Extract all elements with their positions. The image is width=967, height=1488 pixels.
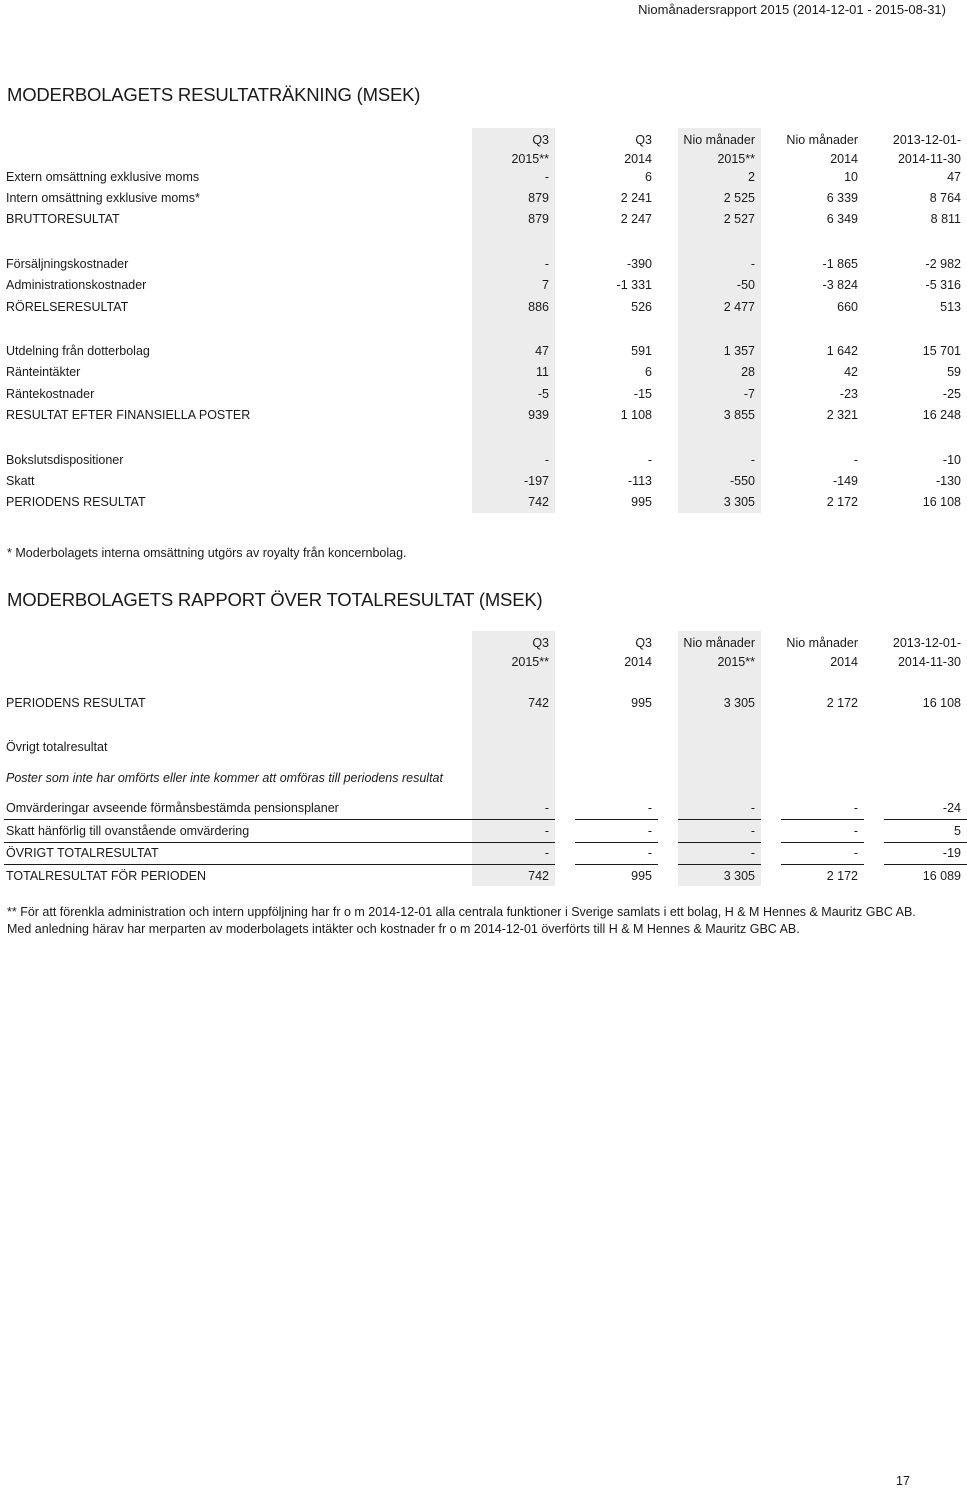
table-row [4,253,967,274]
cell-value: 2 241 [620,191,652,206]
cell-value: 5 [884,820,967,842]
comprehensive-income-title: MODERBOLAGETS RAPPORT ÖVER TOTALRESULTAT (MSEK) [7,589,543,610]
cell-value: 6 349 [826,212,858,227]
table-row [4,296,967,317]
cell-value: -1 865 [822,256,858,271]
column-header-row-2 [4,650,967,669]
cell-value: - [647,452,652,467]
column-header-row-1 [4,631,967,650]
cell-value: 6 [645,365,652,380]
cell-value: - [472,842,555,864]
cell-value: -1 331 [616,278,652,293]
row-label: Ränteintäkter [6,365,81,380]
cell-value: - [678,798,761,820]
cell-value: -19 [884,842,967,864]
table-row [4,758,967,798]
column-header: Nio månader [786,636,858,650]
table-row [4,736,967,757]
column-header: Nio månader [678,631,761,650]
cell-value: -24 [884,798,967,820]
cell-value: 47 [472,340,555,361]
cell-value: 28 [678,362,761,383]
cell-value: -149 [832,473,858,488]
cell-value: - [781,820,864,842]
footnote-line-1: ** För att förenkla administration och intern uppföljning har fr o m 2014-12-01 alla centrala funktioner i Sverige samlats i ett bolag, H & M Hennes & Mauritz GBC AB. [7,905,916,919]
column-header: 2014-11-30 [897,655,961,669]
row-label: RÖRELSERESULTAT [6,299,129,314]
row-label: Räntekostnader [6,386,95,401]
cell-value: -50 [678,275,761,296]
column-header: 2015** [678,147,761,166]
table-row [4,842,967,864]
row-label: TOTALRESULTAT FÖR PERIODEN [6,868,207,883]
column-header: 2013-12-01- [892,133,961,147]
table-row [4,362,967,383]
table-row [4,209,967,230]
cell-value: 59 [947,365,961,380]
cell-value: 6 [645,169,652,184]
column-header: 2013-12-01- [892,636,961,650]
cell-value: 742 [472,492,555,513]
row-label: Omvärderingar avseende förmånsbestämda pensionsplaner [4,798,472,820]
cell-value: 879 [472,187,555,208]
column-header-row-2 [4,147,967,166]
table-row [4,166,967,187]
cell-value: 11 [472,362,555,383]
cell-value: -197 [472,470,555,491]
cell-value: - [853,452,858,467]
cell-value: 16 089 [922,868,961,883]
column-header: Nio månader [786,133,858,147]
column-header: 2014-11-30 [897,152,961,166]
cell-value: 995 [631,868,652,883]
column-header: Q3 [472,128,555,147]
table-row [4,820,967,842]
column-header: Nio månader [678,128,761,147]
cell-value: - [575,842,658,864]
cell-value: - [575,820,658,842]
cell-value: 513 [940,299,961,314]
column-header: 2015** [472,147,555,166]
cell-value: 6 339 [826,191,858,206]
column-header: 2014 [830,152,858,166]
cell-value: 2 525 [678,187,761,208]
cell-value: - [678,820,761,842]
cell-value: -113 [627,473,652,488]
cell-value: 16 248 [922,408,961,423]
cell-value: 7 [472,275,555,296]
cell-value: 8 811 [930,212,961,227]
column-header: 2014 [624,655,652,669]
table-row [4,275,967,296]
cell-value: 47 [947,169,961,184]
cell-value: -25 [942,386,961,401]
cell-value: 16 108 [922,495,961,510]
cell-value: -10 [942,452,961,467]
cell-value: 2 477 [678,296,761,317]
cell-value: 2 247 [620,212,652,227]
cell-value: 591 [631,344,652,359]
cell-value: - [678,449,761,470]
column-header-row-1 [4,128,967,147]
cell-value: - [678,253,761,274]
row-label: BRUTTORESULTAT [6,212,120,227]
row-label: Bokslutsdispositioner [6,452,124,467]
cell-value: 886 [472,296,555,317]
page-number: 17 [896,1474,910,1488]
row-label: Övrigt totalresultat [6,740,108,755]
row-label: Extern omsättning exklusive moms [6,169,200,184]
cell-value: - [472,798,555,820]
cell-value: - [472,166,555,187]
table-row [4,470,967,491]
cell-value: 939 [472,405,555,426]
table-row [4,492,967,513]
cell-value: -3 824 [822,278,858,293]
cell-value: -130 [935,473,961,488]
cell-value: 15 701 [922,344,961,359]
column-header: 2014 [624,152,652,166]
row-label: RESULTAT EFTER FINANSIELLA POSTER [6,408,251,423]
cell-value: 2 527 [678,209,761,230]
column-header: 2015** [472,650,555,669]
cell-value: 2 172 [826,495,858,510]
row-label: Poster som inte har omförts eller inte kommer att omföras till periodens resultat [6,770,443,785]
cell-value: 995 [631,495,652,510]
cell-value: 1 108 [620,408,652,423]
cell-value: 42 [844,365,858,380]
cell-value: - [781,842,864,864]
row-label: Skatt hänförlig till ovanstående omvärdering [4,820,472,842]
table-row [4,383,967,404]
income-statement-footnote: * Moderbolagets interna omsättning utgörs av royalty från koncernbolag. [7,546,407,560]
cell-value: 742 [472,864,555,886]
income-statement-title: MODERBOLAGETS RESULTATRÄKNING (MSEK) [7,84,421,105]
table-row [4,340,967,361]
cell-value: 2 172 [826,695,858,710]
row-label: Försäljningskostnader [6,256,129,271]
cell-value: -5 [472,383,555,404]
cell-value: 2 172 [826,868,858,883]
table-row [4,692,967,713]
row-label: ÖVRIGT TOTALRESULTAT [4,842,472,864]
cell-value: 8 764 [929,191,961,206]
cell-value: 3 305 [678,492,761,513]
cell-value: 526 [631,299,652,314]
cell-value: -23 [839,386,858,401]
table-row [4,798,967,820]
cell-value: - [472,820,555,842]
cell-value: -5 316 [925,278,961,293]
cell-value: 10 [844,169,858,184]
income-statement-table [4,128,967,513]
cell-value: 742 [472,692,555,713]
row-label: Intern omsättning exklusive moms* [6,191,200,206]
table-row [4,449,967,470]
cell-value: -390 [626,256,652,271]
cell-value: 879 [472,209,555,230]
row-label: PERIODENS RESULTAT [6,695,146,710]
cell-value: 2 321 [826,408,858,423]
cell-value: 660 [837,299,858,314]
cell-value: 995 [631,695,652,710]
table-row [4,187,967,208]
cell-value: -2 982 [925,256,961,271]
row-label: Skatt [6,473,35,488]
cell-value: -15 [633,386,652,401]
cell-value: - [575,798,658,820]
cell-value: - [678,842,761,864]
comprehensive-income-table [4,631,967,886]
column-header: 2014 [830,655,858,669]
cell-value: -7 [678,383,761,404]
cell-value: - [472,449,555,470]
cell-value: 1 357 [678,340,761,361]
column-header: Q3 [472,631,555,650]
table-row [4,864,967,886]
footnote-line-2: Med anledning härav har merparten av moderbolagets intäkter och kostnader fr o m 2014-12-01 överförts till H & M Hennes & Mauritz GBC AB. [7,922,800,936]
row-label: PERIODENS RESULTAT [6,495,146,510]
table-row [4,405,967,426]
cell-value: - [472,253,555,274]
cell-value: 16 108 [922,695,961,710]
row-label: Administrationskostnader [6,278,147,293]
cell-value: 3 305 [678,692,761,713]
cell-value: 2 [678,166,761,187]
column-header: 2015** [678,650,761,669]
cell-value: 3 305 [678,864,761,886]
column-header: Q3 [635,133,652,147]
cell-value: 3 855 [678,405,761,426]
cell-value: - [781,798,864,820]
row-label: Utdelning från dotterbolag [6,344,150,359]
column-header: Q3 [635,636,652,650]
cell-value: -550 [678,470,761,491]
report-header-title: Niomånadersrapport 2015 (2014-12-01 - 2015-08-31) [638,2,946,17]
cell-value: 1 642 [826,344,858,359]
